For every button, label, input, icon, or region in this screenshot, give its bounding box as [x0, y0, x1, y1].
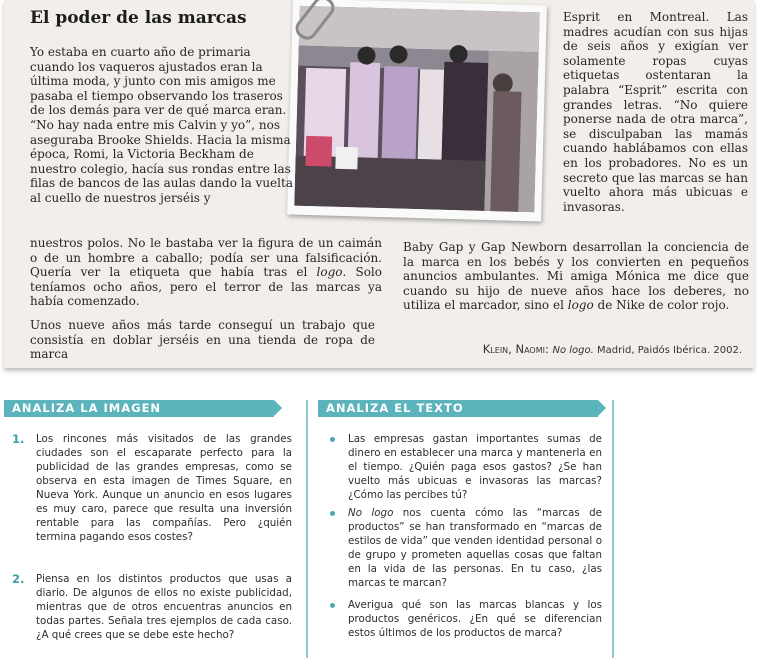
list-item: Averigua qué son las marcas blancas y los productos genéricos. ¿En qué se diferencian estos últimos de los productos de marca? — [326, 598, 602, 640]
paragraph-1-continued: nuestros polos. No le bastaba ver la figura de un caimán o de un hombre a caballo; podía ser una falsificación. Quería ver la etiqueta que había tras el logo. Solo teníamos ocho años, pero el terror de las marcas ya había comenzado. — [30, 236, 382, 309]
bullet-icon — [330, 437, 335, 442]
list-item: No logo nos cuenta cómo las “marcas de productos” se han transformado en “marcas de estilos de vida” que venden identidad personal o de grupo y prometen aquellas cosas que faltan en la vida de las personas. En tu caso, ¿las marcas te marcan? — [326, 506, 602, 590]
bullet-icon — [330, 511, 335, 516]
analiza-texto-box — [318, 400, 614, 658]
citation: Klein, Naomi: No logo. Madrid, Paidós Ibérica. 2002. — [482, 342, 742, 356]
bullet-icon — [330, 603, 335, 608]
paragraph-3: Baby Gap y Gap Newborn desarrollan la conciencia de la marca en los bebés y los convierten en pequeños anuncios ambulantes. Mi amiga Mónica me dice que cuando su hijo de nueve años hace los deberes, no utiliza el marcador, sino el logo de Nike de color rojo. — [403, 240, 749, 313]
article-title: El poder de las marcas — [30, 8, 247, 28]
list-item: 2. Piensa en los distintos productos que usas a diario. De algunos de ellos no existe publicidad, mientras que de otros encuentras anuncios en todas partes. Señala tres ejemplos de cada caso. ¿A qué crees que se debe este hecho? — [12, 572, 292, 641]
reading-panel — [4, 0, 754, 368]
list-item: 1. Los rincones más visitados de las grandes ciudades son el escaparate perfecto para la publicidad de las grandes empresas, como se observa en esta imagen de Times Square, en Nueva York. Aunque un anuncio en esos lugares es muy caro, parece que resulta una inversión rentable para las compañías. Pero ¿quién termina pagando esos costes? — [12, 432, 292, 543]
list-item: Las empresas gastan importantes sumas de dinero en establecer una marca y mantenerla en el tiempo. ¿Quién paga esos gastos? ¿Se han vuelto más ubicuas e invasoras las marcas? ¿Cómo las percibes tú? — [326, 432, 602, 502]
clothing-store-image — [294, 6, 539, 213]
analiza-imagen-box — [4, 400, 308, 658]
analiza-texto-heading: ANALIZA EL TEXTO — [318, 400, 598, 417]
analiza-imagen-heading: ANALIZA LA IMAGEN — [4, 400, 274, 417]
right-column-text: Esprit en Montreal. Las madres acudían con sus hijas de seis años y exigían ver solamente ropas cuyas etiquetas ostentaran la palabra “Esprit” escrita con grandes letras. “No quiere ponerse nada de otra marca”, se disculpaban las mamás cuando hablábamos con ellas en los probadores. No es un secreto que las marcas se han vuelto ahora más ubicuas e invasoras. — [563, 10, 748, 214]
store-photo — [287, 0, 547, 222]
paragraph-1: Yo estaba en cuarto año de primaria cuando los vaqueros ajustados eran la última moda, y junto con mis amigos me pasaba el tiempo observando los traseros de los demás para ver de qué marca eran. “No hay nada entre mis Calvin y yo”, nos aseguraba Brooke Shields. Hacia la misma época, Romi, la Victoria Beckham de nuestro colegio, hacía sus rondas entre las filas de bancos de las aulas dando la vuelta al cuello de nuestros jerséis y — [30, 45, 293, 205]
paragraph-2: Unos nueve años más tarde conseguí un trabajo que consistía en doblar jerséis en una tienda de ropa de marca — [30, 318, 375, 362]
